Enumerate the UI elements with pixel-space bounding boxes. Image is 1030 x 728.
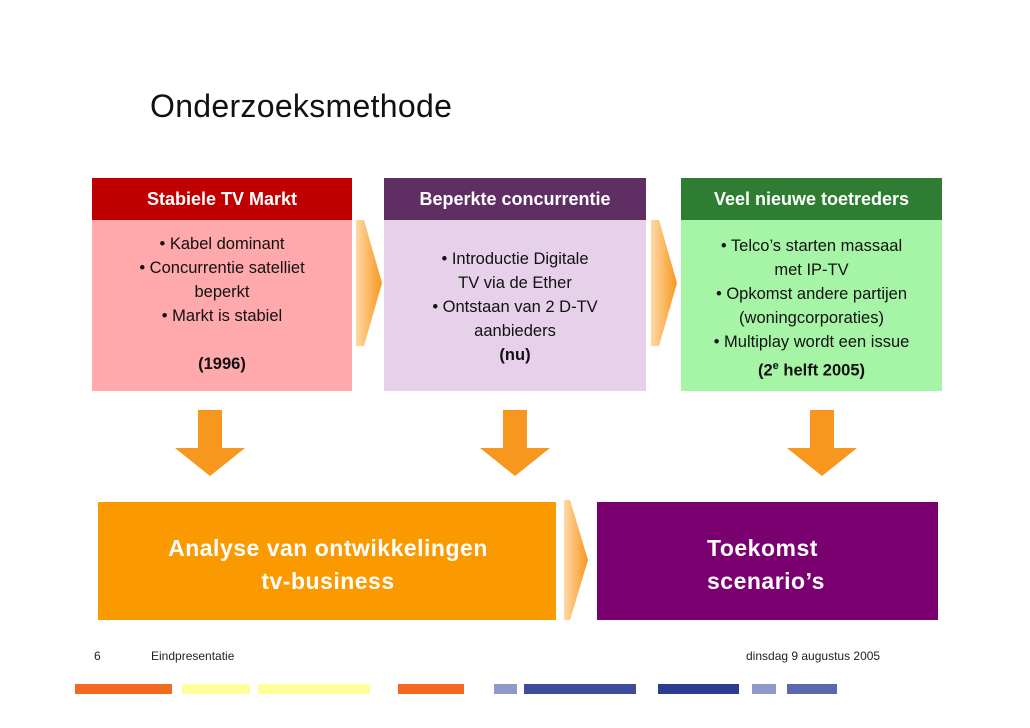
column-heading: Stabiele TV Markt (92, 178, 352, 220)
column-body (92, 220, 352, 391)
period-label (681, 354, 942, 383)
footer-title: Eindpresentatie (151, 649, 235, 663)
analysis-box (98, 502, 556, 620)
footer-bar (787, 684, 837, 694)
bullet-line: • Concurrentie satelliet (139, 259, 305, 277)
period-label-start: (2 (758, 361, 773, 380)
column-body (681, 220, 942, 391)
chevron-right-icon (564, 500, 588, 620)
column-beperkte-concurrentie (384, 178, 646, 391)
future-scenarios-box (597, 502, 938, 620)
column-stabiele-tv-markt (92, 178, 352, 391)
bullet-line: • Multiplay wordt een issue (713, 333, 910, 351)
spacer-line (92, 328, 352, 352)
period-label: (1996) (198, 355, 246, 373)
bullet-line: • Telco’s starten massaal (720, 237, 903, 255)
footer-bar (258, 684, 370, 694)
bullet-line: beperkt (194, 283, 250, 301)
period-label-superscript: e (772, 360, 779, 372)
analysis-line-2: tv-business (261, 568, 395, 594)
column-veel-nieuwe-toetreders (681, 178, 942, 391)
bullet-line: • Ontstaan van 2 D-TV (432, 298, 598, 316)
footer-bar (752, 684, 776, 694)
chevron-right-icon (356, 220, 382, 346)
chevron-right-icon (651, 220, 677, 346)
bullet-line: • Introductie Digitale (441, 250, 589, 268)
footer-bar (182, 684, 250, 694)
bullet-line: • Opkomst andere partijen (715, 285, 908, 303)
arrow-down-icon (175, 410, 245, 476)
bullet-line: (woningcorporaties) (739, 309, 884, 327)
footer-bar (658, 684, 739, 694)
page-title: Onderzoeksmethode (150, 88, 453, 124)
footer-bar (398, 684, 464, 694)
bullet-line: • Markt is stabiel (161, 307, 283, 325)
bullet-line: • Kabel dominant (159, 235, 285, 253)
footer-bar (524, 684, 636, 694)
future-line-2: scenario’s (707, 568, 825, 594)
bullet-line: met IP-TV (774, 261, 849, 279)
footer-bar (494, 684, 517, 694)
column-heading: Beperkte concurrentie (384, 178, 646, 220)
arrow-down-icon (787, 410, 857, 476)
page-number: 6 (94, 649, 101, 663)
footer-date: dinsdag 9 augustus 2005 (746, 649, 881, 663)
period-label: (nu) (499, 346, 531, 364)
period-label-end: helft 2005) (778, 361, 865, 380)
bullet-line: TV via de Ether (458, 274, 572, 292)
column-heading: Veel nieuwe toetreders (681, 178, 942, 220)
footer-bar (75, 684, 172, 694)
bullet-line: aanbieders (474, 322, 556, 340)
future-line-1: Toekomst (707, 535, 818, 561)
arrow-down-icon (480, 410, 550, 476)
analysis-line-1: Analyse van ontwikkelingen (168, 535, 488, 561)
column-body (384, 220, 646, 391)
